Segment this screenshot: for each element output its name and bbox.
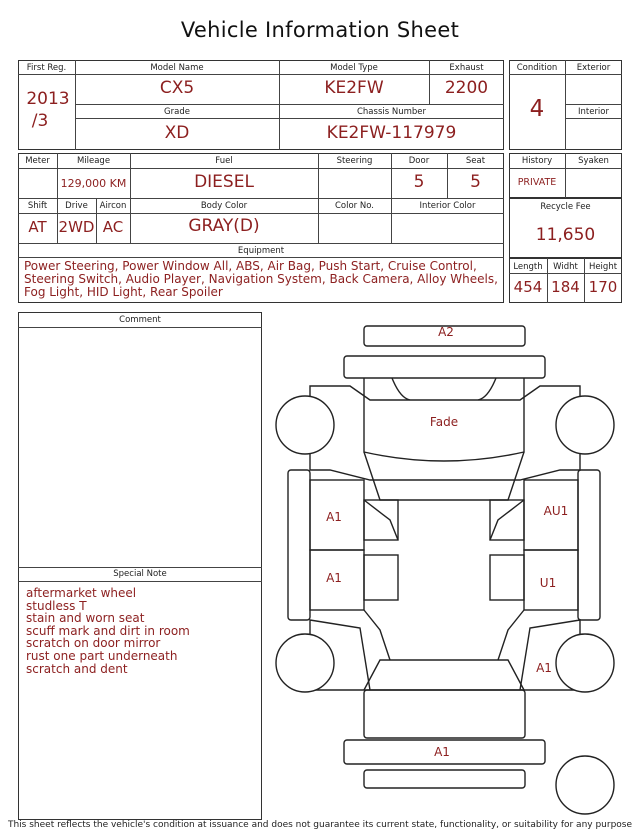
shift-label: Shift xyxy=(27,201,48,211)
seat-label: Seat xyxy=(465,156,486,166)
recycle-fee-label: Recycle Fee xyxy=(540,202,591,212)
width-value: 184 xyxy=(551,278,580,296)
meter-label: Meter xyxy=(25,156,50,166)
aircon-value: AC xyxy=(102,218,124,236)
sheet-title: Vehicle Information Sheet xyxy=(180,18,460,42)
damage-rear-bumper: A1 xyxy=(434,745,450,759)
damage-right-rear-fender: A1 xyxy=(536,661,552,675)
drive-value: 2WD xyxy=(58,218,95,236)
damage-hood: Fade xyxy=(429,415,459,429)
mileage-value: 129,000 KM xyxy=(60,177,127,190)
exterior-label: Exterior xyxy=(576,63,611,73)
special-note-item: aftermarket wheel xyxy=(26,586,137,600)
shift-value: AT xyxy=(28,218,47,236)
grade-label: Grade xyxy=(164,107,190,117)
damage-right-rear-door: U1 xyxy=(539,576,557,590)
exhaust-value: 2200 xyxy=(444,78,489,98)
damage-front-bumper: A2 xyxy=(438,325,454,339)
door-value: 5 xyxy=(413,172,425,192)
recycle-fee-value: 11,650 xyxy=(535,225,596,245)
special-note-item: scuff mark and dirt in room xyxy=(26,623,190,638)
special-note-item: stain and worn seat xyxy=(26,611,145,626)
disclaimer-footer: This sheet reflects the vehicle's condition at issuance and does not guarantee its current state, functionality, or suitability for any purpose xyxy=(7,820,633,830)
drive-label: Drive xyxy=(65,201,88,211)
chassis-number-label: Chassis Number xyxy=(356,107,427,117)
door-label: Door xyxy=(408,156,430,166)
equipment-list: Power Steering, Power Window All, ABS, Air Bag, Push Start, Cruise Control, Steering Switch, Audio Player, Navigation System, Back Camera, Alloy Wheels, Fog Light, HID Light, Rear Spoiler xyxy=(24,259,498,299)
syaken-label: Syaken xyxy=(578,156,609,166)
model-type-value: KE2FW xyxy=(324,78,384,98)
exhaust-label: Exhaust xyxy=(449,63,484,73)
special-note-item: scratch and dent xyxy=(26,661,128,676)
condition-value: 4 xyxy=(529,96,545,122)
damage-left-rear-door: A1 xyxy=(326,571,342,585)
height-value: 170 xyxy=(588,278,618,296)
special-notes-list xyxy=(26,587,256,675)
fuel-value: DIESEL xyxy=(194,172,254,192)
special-note-label: Special Note xyxy=(113,569,167,579)
history-label: History xyxy=(521,156,553,166)
model-name-value: CX5 xyxy=(159,78,195,98)
history-value: PRIVATE xyxy=(517,177,557,188)
mileage-label: Mileage xyxy=(76,156,111,166)
condition-label: Condition xyxy=(516,63,558,73)
damage-left-front-door: A1 xyxy=(326,510,342,524)
first-reg-year: 2013 xyxy=(26,89,70,109)
length-label: Length xyxy=(513,262,543,272)
seat-value: 5 xyxy=(470,172,481,192)
special-note-item: studless T xyxy=(26,598,87,613)
grade-value: XD xyxy=(164,123,190,143)
comment-box xyxy=(18,312,262,820)
interior-label: Interior xyxy=(577,107,609,117)
steering-label: Steering xyxy=(336,156,373,166)
fuel-label: Fuel xyxy=(215,156,233,166)
model-name-label: Model Name xyxy=(150,63,204,73)
body-color-label: Body Color xyxy=(200,201,248,211)
damage-right-front-door: AU1 xyxy=(543,504,569,518)
equipment-label: Equipment xyxy=(237,246,285,256)
special-note-item: scratch on door mirror xyxy=(26,636,161,651)
chassis-number-value: KE2FW-117979 xyxy=(326,123,457,143)
car-damage-diagram xyxy=(268,318,630,818)
aircon-label: Aircon xyxy=(99,201,127,211)
height-label: Height xyxy=(588,262,618,272)
color-no-label: Color No. xyxy=(334,201,374,211)
comment-label: Comment xyxy=(119,315,161,325)
body-color-value: GRAY(D) xyxy=(188,216,260,236)
model-type-label: Model Type xyxy=(330,63,378,73)
length-value: 454 xyxy=(513,278,543,296)
special-note-item: rust one part underneath xyxy=(26,648,178,663)
width-label: Widht xyxy=(553,262,578,272)
first-reg-label: First Reg. xyxy=(26,63,67,73)
interior-color-label: Interior Color xyxy=(419,201,476,211)
first-reg-month: /3 xyxy=(31,111,49,131)
